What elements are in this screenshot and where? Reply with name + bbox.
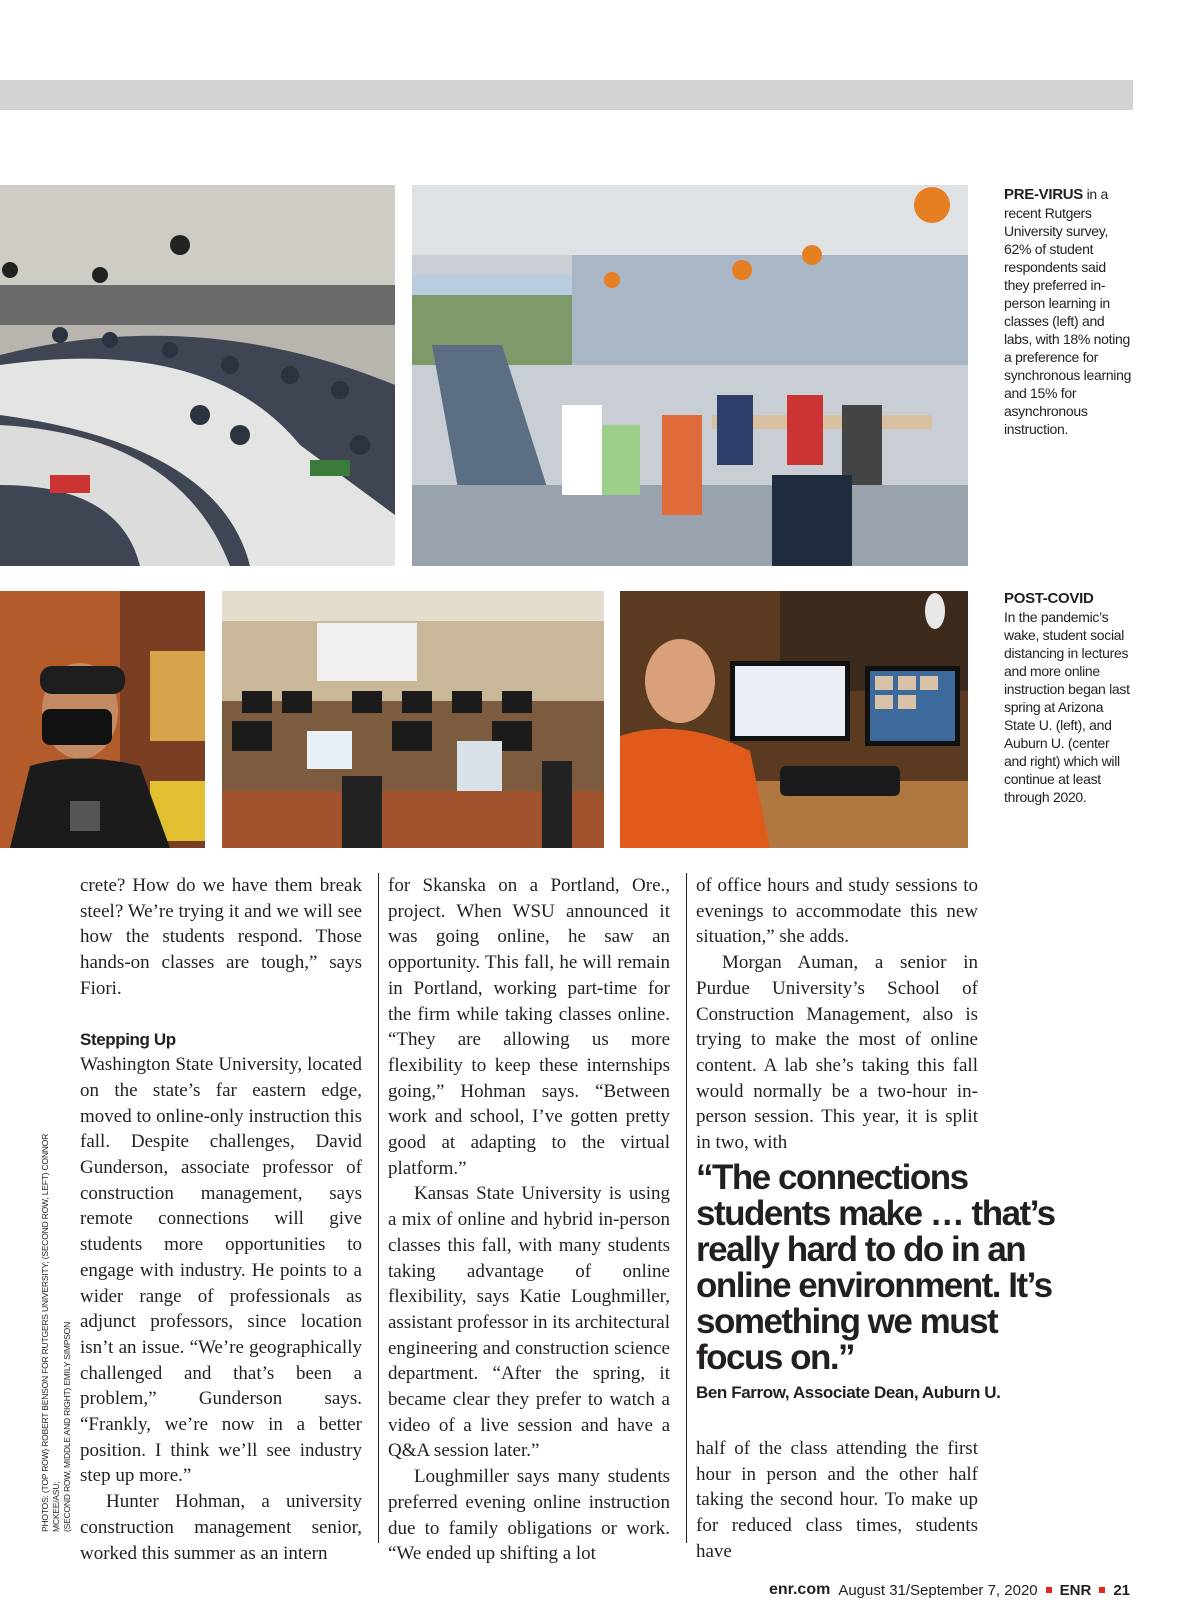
page-footer (769, 1581, 1130, 1599)
page-number: 21 (1113, 1581, 1130, 1599)
footer-site: enr.com (768, 1581, 831, 1598)
photo-credit-line-2: (SECOND ROW, MIDDLE AND RIGHT) EMILY SIMPSON (62, 1321, 72, 1532)
article-column-2 (388, 873, 670, 1567)
footer-separator-square (1099, 1587, 1105, 1593)
photo-credit-line-1: PHOTOS: (TOP ROW) ROBERT BENSON FOR RUTGERS UNIVERSITY; (SECOND ROW, LEFT) CONNOR MCKEE/ASU; (40, 1133, 61, 1532)
lecture-hall-photo (0, 185, 395, 566)
article-paragraph: Kansas State University is using a mix of online and hybrid in-person classes this fall, with many students taking advantage of online flexibility, says Katie Loughmiller, assistant professor in its architectural engineering and construction science department. “After the spring, it became clear they prefer to watch a video of a live session and have a Q&A session later.” (388, 1183, 670, 1462)
column-rule-1 (378, 873, 379, 1543)
pre-virus-caption (1004, 185, 1134, 438)
masked-student-photo (0, 591, 205, 848)
instructor-photo (620, 591, 968, 848)
subhead-stepping-up: Stepping Up (80, 1029, 176, 1049)
article-paragraph: for Skanska on a Portland, Ore., project. When WSU announced it was going online, he saw an opportunity. This fall, he will remain in Portland, working part-time for the firm while taking classes online. “They are allowing us more flexibility to keep these internships going,” Hohman says. “Between work and school, I’ve gotten pretty good at adapting to the virtual platform.” (388, 875, 670, 1179)
post-covid-caption-text: In the pandemic’s wake, student social distancing in lectures and more online instruction began last spring at Arizona State U. (left), and Auburn U. (center and right) which will continue at least through 2020. (1004, 609, 1130, 805)
lab-photo (412, 185, 968, 566)
footer-separator-square (1046, 1587, 1052, 1593)
article-paragraph: Morgan Auman, a senior in Purdue University’s School of Construction Management, also is trying to make the most of online content. A lab she’s taking this fall would normally be a two-hour in-person session. This year, it is split in two, with (696, 952, 978, 1154)
pull-quote-attribution: Ben Farrow, Associate Dean, Auburn U. (696, 1383, 1001, 1402)
article-paragraph: Washington State University, located on the state’s far eastern edge, moved to online-only instruction this fall. Despite challenges, David Gunderson, associate professor of construction management, says remote connections will give students more opportunities to engage with industry. He points to a wider range of professionals as adjunct professors, since location isn’t an issue. “We’re geographically challenged and that’s been a problem,” Gunderson says. “Frankly, we’re now in a better position. I think we’ll see industry step up more.” (80, 1054, 362, 1487)
article-paragraph: half of the class attending the first hour in person and the other half taking the second hour. To make up for reduced class times, students have (696, 1438, 978, 1562)
article-paragraph: of office hours and study sessions to evenings to accommodate this new situation,” she adds. (696, 875, 978, 948)
pre-virus-caption-lead: PRE-VIRUS (1004, 186, 1083, 203)
pull-quote: “The connections students make … that’s really hard to do in an online environment. It’s something we must focus on.” (696, 1158, 1055, 1377)
pre-virus-caption-text: in a recent Rutgers University survey, 62% of student respondents said they preferred in-person learning in classes (left) and labs, with 18% noting a preference for synchronous learning and 15% for asynchronous instruction. (1004, 186, 1132, 437)
post-covid-caption (1004, 590, 1134, 806)
article-paragraph: Loughmiller says many students preferred evening online instruction due to family obligations or work. “We ended up shifting a lot (388, 1466, 670, 1565)
top-gray-bar (0, 80, 1133, 110)
article-paragraph: crete? How do we have them break steel? We’re trying it and we will see how the students respond. Those hands-on classes are tough,” says Fiori. (80, 875, 362, 999)
article-column-1 (80, 873, 362, 1566)
column-rule-2 (686, 873, 687, 1543)
post-covid-caption-lead: POST-COVID (1004, 590, 1094, 607)
photo-credit (40, 1112, 72, 1532)
footer-magazine: ENR (1059, 1581, 1092, 1599)
article-column-3 (696, 873, 978, 1156)
article-paragraph: Hunter Hohman, a university construction management senior, worked this summer as an intern (80, 1491, 362, 1564)
footer-date: August 31/September 7, 2020 (838, 1581, 1038, 1599)
article-column-3-continued (696, 1436, 978, 1565)
computer-lab-photo (222, 591, 604, 848)
